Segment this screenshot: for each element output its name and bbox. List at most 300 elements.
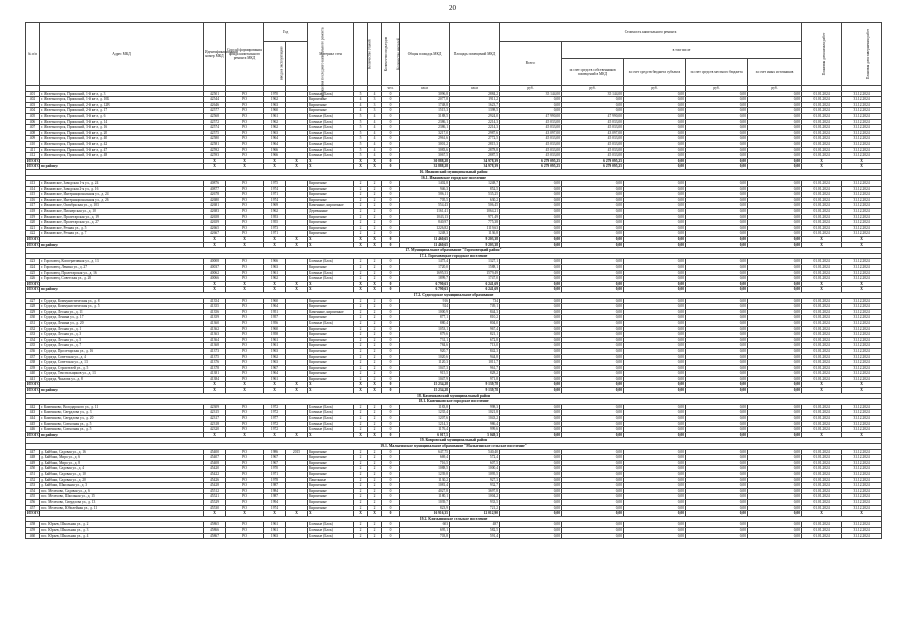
table-cell: 01.01.2024 <box>802 416 842 422</box>
table-cell: 840,97 <box>400 220 450 226</box>
table-cell: 0,00 <box>500 505 562 511</box>
table-cell: X <box>842 242 882 248</box>
table-cell: X <box>354 432 368 438</box>
table-cell: 31.12.2024 <box>842 315 882 321</box>
table-cell: 2 <box>354 320 368 326</box>
table-cell: 31.12.2024 <box>842 102 882 108</box>
table-cell: 443 <box>26 410 40 416</box>
table-cell: 449 <box>26 460 40 466</box>
table-cell: 2 <box>368 477 382 483</box>
section-heading: 19.2. Клязьминское сельское поселение <box>26 516 882 522</box>
table-cell: 0,00 <box>624 477 686 483</box>
table-cell: г. Железногорск, Приокский, 3-й кв-л, д. 42 <box>40 141 204 147</box>
table-cell: 0,00 <box>562 320 624 326</box>
table-cell: 2 <box>368 360 382 366</box>
table-cell: 42318 <box>204 421 226 427</box>
table-cell: Блочные (Блок) <box>308 404 354 410</box>
table-cell: 41378 <box>204 365 226 371</box>
table-cell: 4 <box>368 141 382 147</box>
table-cell: 2 <box>368 265 382 271</box>
table-cell: 0,00 <box>686 343 748 349</box>
table-cell: г. Ивановское, Заводская 1-я ул., д. 24 <box>40 181 204 187</box>
table-cell: 0,00 <box>624 304 686 310</box>
header-entrances: Количество подъездов <box>368 23 382 86</box>
table-cell: 01.01.2024 <box>802 348 842 354</box>
table-cell: 0,00 <box>624 265 686 271</box>
table-cell: 0,00 <box>748 315 802 321</box>
table-cell: 43 097,00 <box>562 130 624 136</box>
table-cell: 34 978,39 <box>450 158 500 164</box>
table-cell: 0,00 <box>500 483 562 489</box>
table-cell: 967,4 <box>450 326 500 332</box>
table-cell: 0,00 <box>748 371 802 377</box>
table-cell: 0,00 <box>686 276 748 282</box>
table-cell: 961,7 <box>450 365 500 371</box>
table-cell: 0,00 <box>686 231 748 237</box>
table-cell: 2 <box>354 259 368 265</box>
table-cell: X <box>286 164 308 170</box>
table-cell: 0,00 <box>624 203 686 209</box>
table-cell: 0,00 <box>748 533 802 539</box>
table-cell: 0,00 <box>748 494 802 500</box>
table-cell: 0,00 <box>748 108 802 114</box>
table-cell: 0,00 <box>624 499 686 505</box>
table-cell: 2 <box>354 214 368 220</box>
table-cell: 0,00 <box>500 181 562 187</box>
table-cell: г. Судогда, Советская ул., д. 13 <box>40 360 204 366</box>
table-cell: 0,00 <box>562 410 624 416</box>
table-cell: 01.01.2024 <box>802 455 842 461</box>
table-cell: 932,7 <box>450 483 500 489</box>
table-cell: РО <box>226 97 264 103</box>
table-cell: 823,9 <box>400 505 450 511</box>
table-cell: 0,00 <box>500 488 562 494</box>
table-cell: 2 <box>368 499 382 505</box>
table-cell: 31.12.2024 <box>842 276 882 282</box>
table-cell: г. Железногорск, Приокский, 3-й кв-л, д. 48 <box>40 153 204 159</box>
table-cell: 0,00 <box>500 416 562 422</box>
table-cell: 0 <box>382 343 400 349</box>
table-cell: ИТОГО <box>27 281 40 286</box>
table-cell: 0,00 <box>748 214 802 220</box>
table-cell: 31.12.2024 <box>842 471 882 477</box>
table-cell: 3 <box>368 97 382 103</box>
table-cell: 0,00 <box>686 265 748 271</box>
table-cell: 879,6 <box>400 332 450 338</box>
table-cell: X <box>802 511 842 517</box>
table-cell: 0,00 <box>500 287 562 293</box>
table-cell: X <box>264 158 286 164</box>
table-cell: 2 <box>354 270 368 276</box>
table-cell: 927,3 <box>450 477 500 483</box>
table-cell: X <box>308 164 354 170</box>
table-cell: РО <box>226 141 264 147</box>
table-cell: 0,00 <box>748 320 802 326</box>
table-cell: 31.12.2024 <box>842 153 882 159</box>
table-cell: 4 <box>368 113 382 119</box>
table-cell: 0,00 <box>562 231 624 237</box>
table-body <box>26 91 882 539</box>
table-cell: 404 <box>26 108 40 114</box>
table-cell: X <box>802 158 842 164</box>
table-cell: 31.12.2024 <box>842 141 882 147</box>
table-cell: 31.12.2024 <box>842 147 882 153</box>
table-cell: Блочные (Блок) <box>308 119 354 125</box>
table-cell: Кирпичные <box>308 449 354 455</box>
table-cell: 0 <box>382 141 400 147</box>
table-cell: 0,00 <box>500 404 562 410</box>
table-cell: 2 <box>368 410 382 416</box>
table-cell: 441 <box>26 376 40 382</box>
table-cell: 0,00 <box>748 181 802 187</box>
table-cell: 0 <box>382 203 400 209</box>
table-cell: 2 <box>368 494 382 500</box>
table-cell: 2 <box>368 488 382 494</box>
table-cell: 444 <box>26 416 40 422</box>
table-cell: ИТОГО <box>27 382 40 387</box>
table-cell: РО <box>226 533 264 539</box>
table-cell: РО <box>226 270 264 276</box>
table-cell: 944,8 <box>450 354 500 360</box>
table-cell: 0 <box>382 371 400 377</box>
table-cell: 409 <box>26 136 40 142</box>
table-cell: РО <box>226 427 264 433</box>
table-cell: 2 <box>368 197 382 203</box>
table-cell: 1961 <box>264 337 286 343</box>
table-cell: 45 033,00 <box>562 119 624 125</box>
table-cell: 434 <box>26 337 40 343</box>
table-cell: 986,4 <box>450 421 500 427</box>
table-cell: 450 <box>26 466 40 472</box>
table-cell: г. Гороховец, Ленина ул., д. 27 <box>40 265 204 271</box>
table-cell: 31.12.2024 <box>842 108 882 114</box>
table-cell: 0 <box>382 494 400 500</box>
table-cell: 2 <box>368 186 382 192</box>
table-cell: 2 <box>354 410 368 416</box>
table-cell: 0,00 <box>500 102 562 108</box>
table-cell: X <box>354 164 368 170</box>
table-cell: 0,00 <box>686 371 748 377</box>
table-cell: X <box>286 511 308 517</box>
table-cell: РО <box>226 455 264 461</box>
table-cell: пос. Мелехово, Школьная ул., д. 15 <box>40 494 204 500</box>
table-cell: 42592 <box>204 147 226 153</box>
table-cell: 41381 <box>204 371 226 377</box>
table-cell: 2 <box>368 337 382 343</box>
table-cell: 1955 <box>264 220 286 226</box>
table-cell: 0 <box>382 147 400 153</box>
table-cell: 42575 <box>204 130 226 136</box>
table-cell: 880,4 <box>400 320 450 326</box>
table-cell: 01.01.2024 <box>802 113 842 119</box>
table-cell: РО <box>226 298 264 304</box>
table-cell: 0,00 <box>748 505 802 511</box>
table-cell: 0,00 <box>748 186 802 192</box>
table-cell: Кирпичные <box>308 499 354 505</box>
table-cell: 31.12.2024 <box>842 186 882 192</box>
table-cell: 01.01.2024 <box>802 410 842 416</box>
table-cell: 0,00 <box>562 382 624 388</box>
table-cell: 0,00 <box>748 527 802 533</box>
header-cost-other: за счет иных источников <box>748 59 802 86</box>
table-cell: 0,00 <box>686 113 748 119</box>
table-cell: X <box>842 281 882 287</box>
table-cell: 0,00 <box>624 164 686 170</box>
table-cell: 0,00 <box>748 304 802 310</box>
table-cell: 672,8 <box>450 337 500 343</box>
table-cell: 2 <box>368 483 382 489</box>
table-cell: 0,00 <box>748 242 802 248</box>
table-cell: 2 <box>354 231 368 237</box>
table-cell: 0,00 <box>500 348 562 354</box>
table-cell: 0,00 <box>686 348 748 354</box>
table-cell: 0,00 <box>686 360 748 366</box>
table-cell: 0,00 <box>748 416 802 422</box>
table-cell: 1961 <box>264 270 286 276</box>
table-cell: 417 <box>26 203 40 209</box>
table-cell: 31.12.2024 <box>842 309 882 315</box>
table-cell: 0,00 <box>686 332 748 338</box>
table-cell: 0,00 <box>624 136 686 142</box>
repair-register-table <box>25 22 882 539</box>
table-cell: 0,00 <box>748 410 802 416</box>
table-cell: X <box>286 242 308 248</box>
header-year-build: ввода в эксплуатацию <box>264 42 286 86</box>
table-cell: 0,00 <box>562 421 624 427</box>
table-cell: 45420 <box>204 466 226 472</box>
table-cell: X <box>226 237 264 243</box>
table-cell: 31.12.2024 <box>842 332 882 338</box>
table-cell: 2 <box>354 304 368 310</box>
table-cell: 9 139,78 <box>450 388 500 394</box>
table-cell: 0,00 <box>562 432 624 438</box>
table-cell: 0,00 <box>562 388 624 394</box>
table-cell: 1130,2 <box>400 477 450 483</box>
table-cell: 2 <box>368 533 382 539</box>
table-cell: 0,00 <box>624 158 686 164</box>
table-cell: 2887,5 <box>450 153 500 159</box>
table-cell: 0,00 <box>748 309 802 315</box>
table-cell: Кирпичные <box>308 102 354 108</box>
table-cell: X <box>286 432 308 438</box>
table-cell: 01.01.2024 <box>802 203 842 209</box>
header-cost-owner: за счет средств собственников помещений в МКД <box>562 59 624 86</box>
table-cell: 775,38 <box>450 220 500 226</box>
table-cell: г. Судогда, Лесная ул., д. 11 <box>40 309 204 315</box>
table-cell: 452 <box>26 477 40 483</box>
table-cell: 0,00 <box>686 102 748 108</box>
table-cell: X <box>226 242 264 248</box>
table-cell: 0,00 <box>562 242 624 248</box>
table-cell: 999,6 <box>450 427 500 433</box>
table-cell: 0,00 <box>748 125 802 131</box>
table-cell: 924 <box>400 304 450 310</box>
table-cell: 1088,5 <box>400 466 450 472</box>
table-cell: 42593 <box>204 153 226 159</box>
table-cell: 40062 <box>204 270 226 276</box>
section-heading: 16.1. Ивановское городское поселение <box>26 175 882 181</box>
table-row <box>26 533 882 539</box>
table-cell: г. Ивановское, Пионерская ул., д. 10 <box>40 209 204 215</box>
table-cell: 2 <box>368 343 382 349</box>
table-cell: Кирпичные <box>308 97 354 103</box>
table-cell: 2 <box>368 404 382 410</box>
table-cell: д. Байбаки, Мира ул., д. 6 <box>40 455 204 461</box>
header-cost-local: за счет средств местного бюджета <box>686 59 748 86</box>
table-cell: г. Судогда, Строителей ул., д. 5 <box>40 365 204 371</box>
table-cell: 804,0 <box>450 320 500 326</box>
table-cell: РО <box>226 326 264 332</box>
table-cell: 45 033,00 <box>562 147 624 153</box>
table-cell: 0,00 <box>500 449 562 455</box>
table-cell: X <box>264 281 286 287</box>
table-cell: 9 139,78 <box>450 382 500 388</box>
table-cell: 2 <box>368 455 382 461</box>
table-cell: 2772,5 <box>450 136 500 142</box>
table-cell: 0 <box>382 97 400 103</box>
table-cell: 2 <box>354 348 368 354</box>
table-cell: 0,00 <box>686 522 748 528</box>
table-cell: 0 <box>382 404 400 410</box>
header-plan-start: Плановая дата начала работ <box>802 23 842 86</box>
table-cell: 3083,6 <box>400 147 450 153</box>
table-cell: X <box>286 382 308 388</box>
table-cell: 0,00 <box>624 242 686 248</box>
table-cell: 2 <box>368 527 382 533</box>
table-cell: 0,00 <box>624 326 686 332</box>
table-cell: 716,5 <box>400 460 450 466</box>
table-cell: Каменные, кирпичные <box>308 309 354 315</box>
table-cell: 0,00 <box>500 533 562 539</box>
table-cell: 0,00 <box>562 326 624 332</box>
table-cell: 45422 <box>204 471 226 477</box>
table-cell: 1248,3 <box>400 231 450 237</box>
table-cell: 0,00 <box>748 421 802 427</box>
table-cell: 0,00 <box>748 265 802 271</box>
table-cell: 0,00 <box>562 97 624 103</box>
table-cell: 11 460,65 <box>400 242 450 248</box>
table-cell: 0,00 <box>624 113 686 119</box>
table-cell: 1969 <box>264 203 286 209</box>
table-cell: 31.12.2024 <box>842 270 882 276</box>
table-cell: 01.01.2024 <box>802 533 842 539</box>
table-cell: 01.01.2024 <box>802 460 842 466</box>
table-cell: 01.01.2024 <box>802 494 842 500</box>
table-cell: 0,00 <box>562 304 624 310</box>
table-cell: 0,00 <box>624 141 686 147</box>
table-cell: 0,00 <box>624 287 686 293</box>
table-cell: 810,2 <box>450 315 500 321</box>
table-cell: г. Железногорск, Приокский, 3-й кв-л, д. 16 <box>40 125 204 131</box>
table-cell: Блочные (Блок) <box>308 153 354 159</box>
table-cell: 01.01.2024 <box>802 499 842 505</box>
table-cell: 0,00 <box>748 471 802 477</box>
table-cell: 0,00 <box>562 348 624 354</box>
table-cell: 47 990,00 <box>562 113 624 119</box>
table-cell: 0,00 <box>562 354 624 360</box>
table-cell: 0 <box>382 113 400 119</box>
table-cell: ИТОГО <box>27 158 40 163</box>
table-cell: 412 <box>26 153 40 159</box>
table-cell: г. Судогда, Лесная ул., д. 5 <box>40 337 204 343</box>
table-cell: 0,00 <box>562 332 624 338</box>
header-cost-region: за счет средств бюджета субъекта <box>624 59 686 86</box>
table-cell: 0 <box>382 427 400 433</box>
table-cell: РО <box>226 136 264 142</box>
table-cell: 0,00 <box>500 410 562 416</box>
table-cell: 0,00 <box>500 421 562 427</box>
table-cell: РО <box>226 488 264 494</box>
table-cell: 2 <box>354 477 368 483</box>
table-cell: 01.01.2024 <box>802 102 842 108</box>
table-cell: 0,00 <box>748 298 802 304</box>
table-cell: 0,00 <box>686 259 748 265</box>
table-cell: 01.01.2024 <box>802 376 842 382</box>
table-cell: 432 <box>26 326 40 332</box>
table-cell: 01.01.2024 <box>802 471 842 477</box>
table-cell: X <box>308 388 354 394</box>
table-cell: 01.01.2024 <box>802 270 842 276</box>
table-cell: X <box>842 382 882 388</box>
table-cell: д. Байбаки, Садовая ул., д. 20 <box>40 477 204 483</box>
table-cell: 42681 <box>204 203 226 209</box>
table-cell: 0,00 <box>500 281 562 287</box>
table-cell: 45866 <box>204 527 226 533</box>
table-cell: 1987 <box>264 483 286 489</box>
table-cell: 1623,7 <box>450 102 500 108</box>
table-cell: 0,00 <box>624 119 686 125</box>
table-cell: Кирпичные <box>308 483 354 489</box>
table-cell: 0,00 <box>562 494 624 500</box>
table-cell: 421 <box>26 225 40 231</box>
table-cell: 41376 <box>204 360 226 366</box>
table-cell: г. Ивановское, Пролетарская ул., д. 19 <box>40 214 204 220</box>
table-cell: 01.01.2024 <box>802 505 842 511</box>
table-cell: 2 <box>354 527 368 533</box>
table-cell: 2 <box>368 421 382 427</box>
table-cell: 0 <box>382 158 400 164</box>
table-cell: 0,00 <box>500 460 562 466</box>
table-cell: 1963 <box>264 265 286 271</box>
table-cell: 0,00 <box>500 259 562 265</box>
table-cell: 2 <box>368 471 382 477</box>
table-cell: 1962 <box>264 119 286 125</box>
table-cell: 5 <box>354 136 368 142</box>
table-cell: 42577 <box>204 108 226 114</box>
table-cell: 1961 <box>264 343 286 349</box>
table-cell: 2884,2 <box>450 91 500 97</box>
table-cell: 42667 <box>204 231 226 237</box>
table-cell: РО <box>226 214 264 220</box>
table-cell: г. Железногорск, Приокский, 3-й кв-л, д. 6 <box>40 113 204 119</box>
table-cell: Блочные (Блок) <box>308 147 354 153</box>
table-cell: X <box>264 242 286 248</box>
table-cell: г. Гороховец, Кооперативная ул., д. 13 <box>40 259 204 265</box>
table-cell: 4 <box>368 130 382 136</box>
table-cell: 0 <box>382 471 400 477</box>
table-cell: 453 <box>26 483 40 489</box>
table-cell: 431 <box>26 320 40 326</box>
table-cell: X <box>204 242 226 248</box>
table-cell: 2 <box>368 270 382 276</box>
table-cell: 0,00 <box>686 460 748 466</box>
table-cell: 0,00 <box>562 181 624 187</box>
table-cell: РО <box>226 354 264 360</box>
table-cell: 1963 <box>264 348 286 354</box>
table-cell: 0 <box>382 348 400 354</box>
table-cell: X <box>264 287 286 293</box>
table-cell: 0 <box>382 225 400 231</box>
